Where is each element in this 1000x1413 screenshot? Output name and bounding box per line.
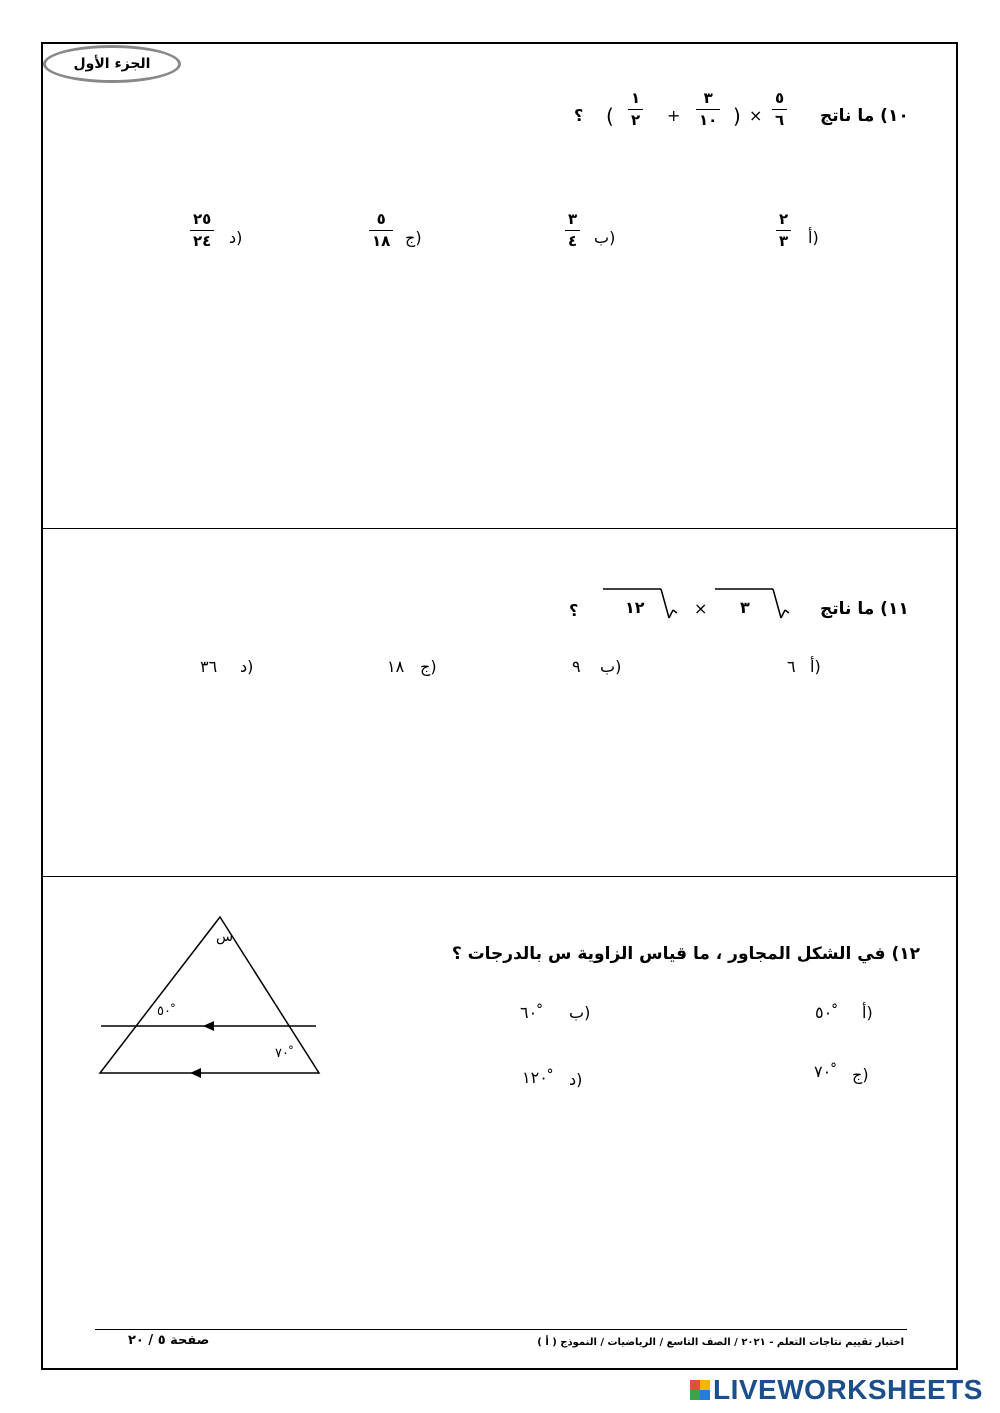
open-paren: )	[733, 104, 741, 128]
close-paren: (	[606, 104, 614, 128]
option-value: ٥٠ ْ	[815, 1003, 837, 1022]
option-value: ٩	[572, 657, 581, 676]
radicand: ١٢	[625, 598, 645, 617]
denominator: ٦	[775, 111, 785, 129]
question-text: ما ناتج	[820, 599, 875, 619]
multiply-sign: ×	[749, 106, 763, 125]
angle-label: ٧٠ ْ	[275, 1046, 293, 1061]
angle-label: ٥٠ ْ	[157, 1004, 175, 1019]
multiply-sign: ×	[694, 599, 708, 618]
liveworksheets-icon	[690, 1380, 710, 1400]
option-label: ب)	[569, 1003, 591, 1022]
plus-sign: +	[667, 106, 681, 125]
footer-divider	[95, 1329, 907, 1330]
apex-label: س	[216, 929, 234, 945]
fraction-bar	[369, 230, 393, 231]
option-label: د)	[240, 657, 254, 676]
question-number: ١٢)	[891, 944, 920, 964]
section-divider	[41, 528, 958, 529]
section-divider	[41, 876, 958, 877]
question-text: ما ناتج	[820, 106, 875, 126]
question-10-prompt	[820, 106, 909, 126]
numerator: ٥	[775, 89, 785, 107]
denominator: ١٨	[372, 232, 391, 250]
denominator: ١٠	[699, 111, 718, 129]
option-label: ج)	[405, 228, 422, 247]
option-fraction	[190, 211, 214, 250]
numerator: ١	[631, 89, 641, 107]
question-text: في الشكل المجاور ، ما قياس الزاوية س بالدرجات ؟	[451, 944, 886, 964]
denominator: ٢٤	[193, 232, 212, 250]
option-value: ١٨	[387, 657, 405, 676]
numerator: ٣	[703, 89, 713, 107]
fraction-bar	[776, 230, 791, 231]
denominator: ٤	[568, 232, 578, 250]
triangle-figure	[90, 910, 330, 1085]
fraction-5-6	[772, 90, 787, 129]
brand-name: LIVEWORKSHEETS	[713, 1374, 983, 1405]
fraction-bar	[628, 109, 643, 110]
numerator: ٣	[568, 210, 578, 228]
part-label: الجزء الأول	[43, 45, 181, 83]
option-label: ج)	[852, 1065, 869, 1084]
option-value: ٣٦	[200, 657, 218, 676]
fraction-bar	[772, 109, 787, 110]
fraction-1-2	[628, 90, 643, 129]
numerator: ٥	[376, 210, 386, 228]
option-label: د)	[229, 228, 243, 247]
page-frame	[41, 42, 958, 1370]
arrow-icon	[190, 1068, 201, 1078]
option-fraction	[565, 211, 580, 250]
sqrt-sign	[715, 586, 795, 622]
option-label: ب)	[600, 657, 622, 676]
question-mark: ؟	[574, 106, 584, 125]
footer-title: اختبار تقييم نتاجات التعلم - ٢٠٢١ / الصف التاسع / الرياضيات / النموذج ( أ )	[537, 1337, 904, 1348]
fraction-bar	[696, 109, 720, 110]
option-label: أ)	[810, 657, 821, 676]
radicand: ٣	[740, 598, 750, 617]
question-11-prompt	[820, 599, 909, 619]
question-12-prompt	[452, 944, 920, 964]
option-label: د)	[569, 1070, 583, 1089]
question-mark: ؟	[569, 601, 579, 620]
option-value: ٧٠ ْ	[814, 1062, 836, 1081]
brand-logo[interactable]	[690, 1374, 983, 1406]
denominator: ٣	[779, 232, 789, 250]
page-number: صفحة ٥ / ٢٠	[128, 1333, 210, 1348]
option-label: أ)	[808, 228, 819, 247]
fraction-bar	[565, 230, 580, 231]
fraction-3-10	[696, 90, 720, 129]
option-value: ١٢٠ ْ	[522, 1068, 553, 1087]
option-label: أ)	[862, 1003, 873, 1022]
option-value: ٦	[787, 657, 796, 676]
question-number: ١٠)	[880, 106, 909, 126]
question-number: ١١)	[880, 599, 909, 619]
option-value: ٦٠ ْ	[520, 1003, 542, 1022]
denominator: ٢	[631, 111, 641, 129]
option-label: ب)	[594, 228, 616, 247]
fraction-bar	[190, 230, 214, 231]
numerator: ٢	[779, 210, 789, 228]
option-fraction	[776, 211, 791, 250]
arrow-icon	[203, 1021, 214, 1031]
numerator: ٢٥	[193, 210, 212, 228]
option-fraction	[369, 211, 393, 250]
option-label: ج)	[420, 657, 437, 676]
